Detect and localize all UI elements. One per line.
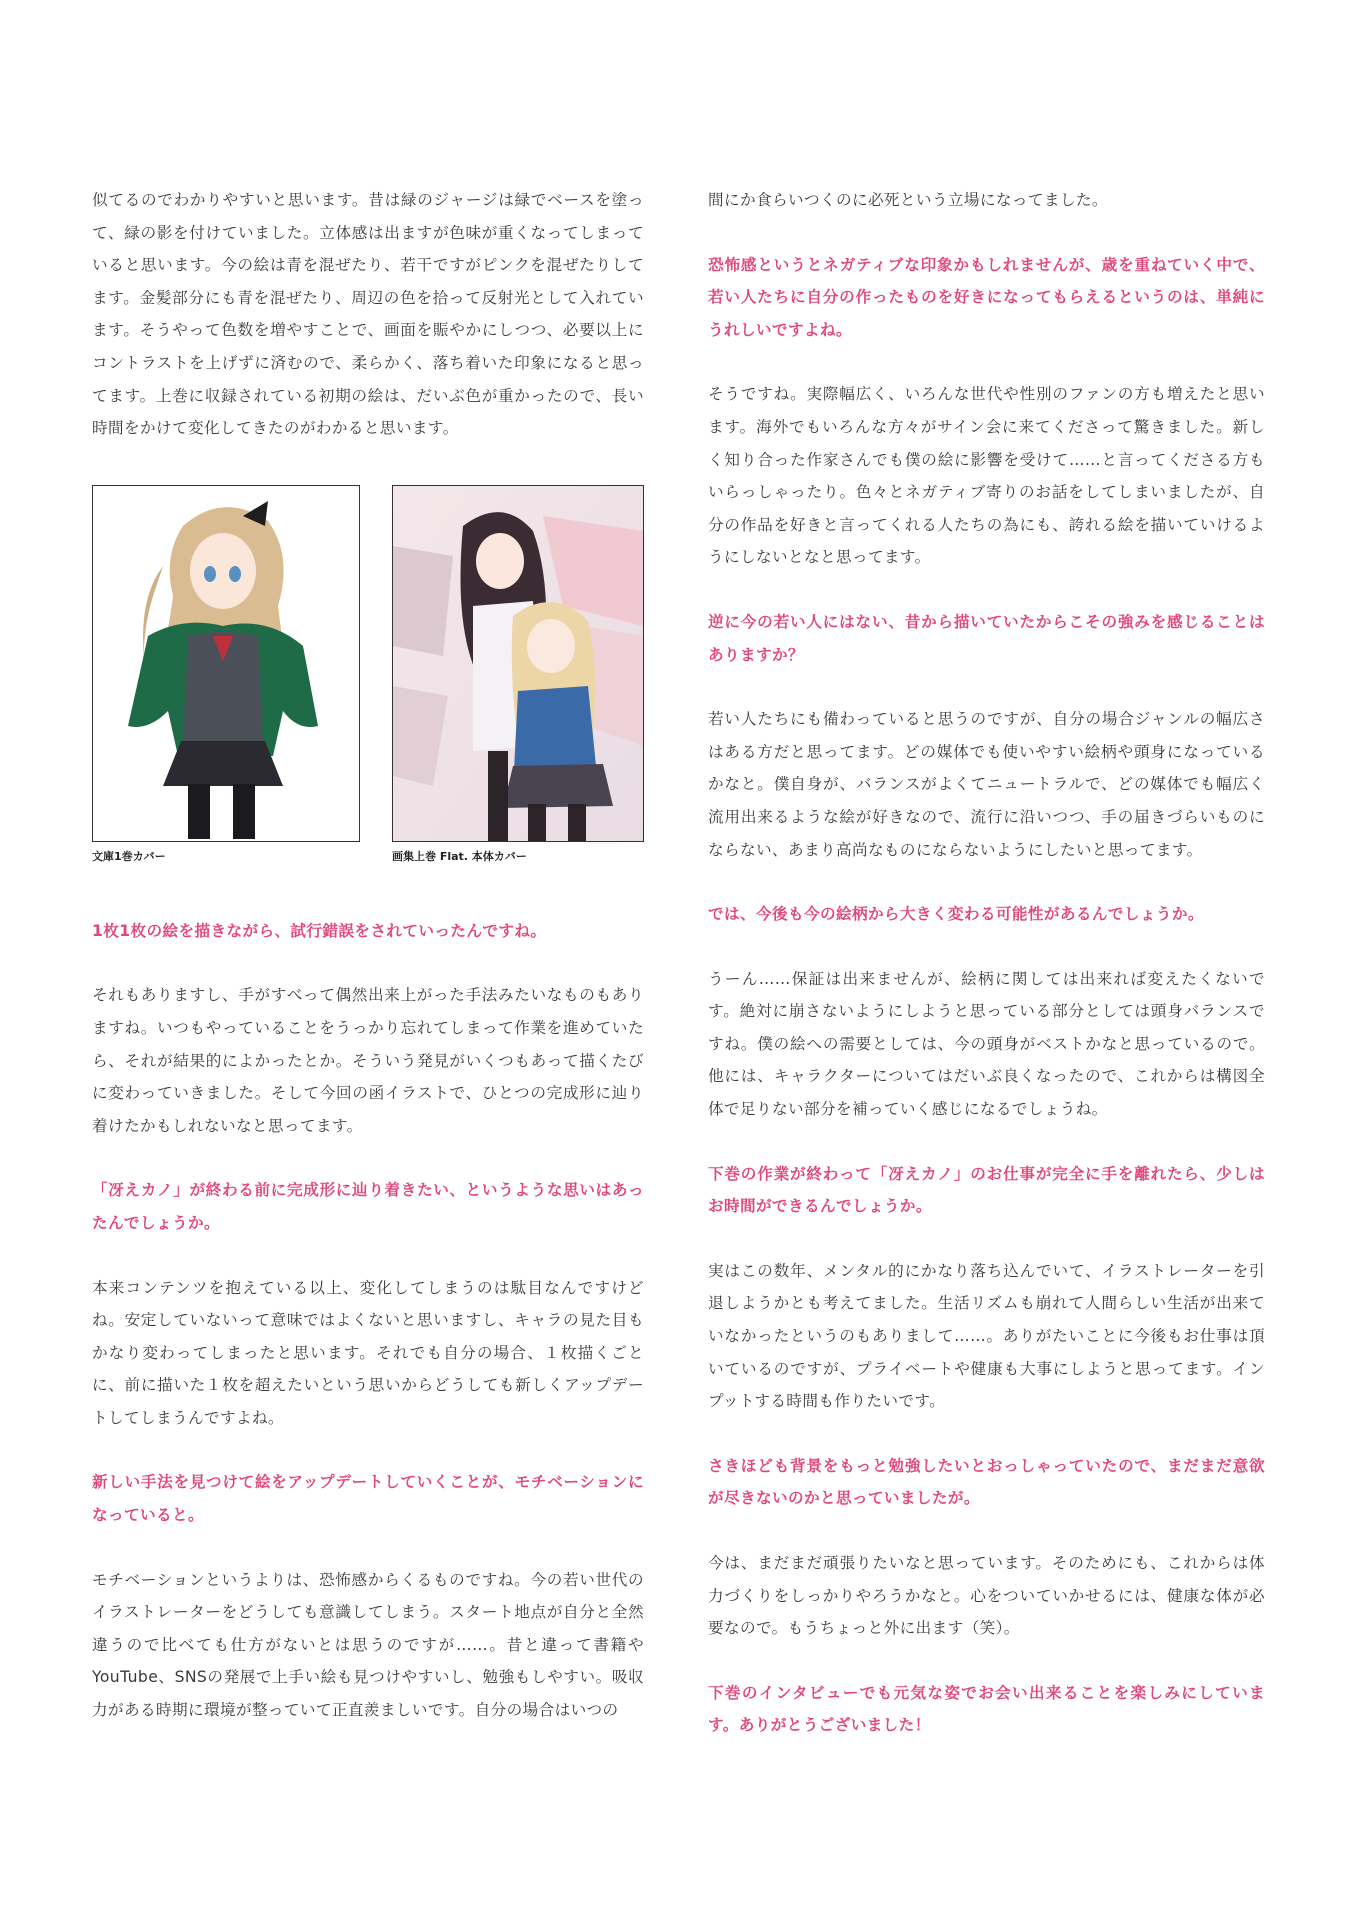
left-column [92, 184, 644, 1727]
right-column [708, 184, 1265, 1742]
figure-bunko-cover [92, 485, 360, 864]
figure-row [92, 485, 644, 885]
question-paragraph: 下巻の作業が終わって「冴えカノ」のお仕事が完全に手を離れたら、少しはお時間ができるんでしょうか。 [708, 1164, 1265, 1216]
question-paragraph: 1枚1枚の絵を描きながら、試行錯誤をされていったんですね。 [92, 921, 547, 940]
artbook-cover-illustration [392, 485, 644, 842]
answer-paragraph: うーん……保証は出来ませんが、絵柄に関しては出来れば変えたくないです。絶対に崩さないようにしようと思っている部分としては頭身バランスですね。僕の絵への需要としては、今の頭身がベストかなと思っているので。他には、キャラクターについてはだいぶ良くなったので、これからは構図全体で足りない部分を補っていく感じになるでしょうね。 [708, 969, 1265, 1119]
question-paragraph: 下巻のインタビューでも元気な姿でお会い出来ることを楽しみにしています。ありがとうございました！ [708, 1683, 1265, 1735]
question-paragraph: 恐怖感というとネガティブな印象かもしれませんが、歳を重ねていく中で、若い人たちに自分の作ったものを好きになってもらえるというのは、単純にうれしいですよね。 [708, 255, 1265, 339]
answer-paragraph: 似てるのでわかりやすいと思います。昔は緑のジャージは緑でベースを塗って、緑の影を付けていました。立体感は出ますが色味が重くなってしまっていると思います。今の絵は青を混ぜたり、若干ですがピンクを混ぜたりしてます。金髪部分にも青を混ぜたり、周辺の色を拾って反射光として入れています。そうやって色数を増やすことで、画面を賑やかにしつつ、必要以上にコントラストを上げずに済むので、柔らかく、落ち着いた印象になると思ってます。上巻に収録されている初期の絵は、だいぶ色が重かったので、長い時間をかけて変化してきたのがわかると思います。 [92, 191, 644, 438]
answer-paragraph: そうですね。実際幅広く、いろんな世代や性別のファンの方も増えたと思います。海外でもいろんな方々がサイン会に来てくださって驚きました。新しく知り合った作家さんでも僕の絵に影響を受けて……と言ってくださる方もいらっしゃったり。色々とネガティブ寄りのお話をしてしまいましたが、自分の作品を好きと言ってくれる人たちの為にも、誇れる絵を描いていけるようにしないとなと思ってます。 [708, 385, 1265, 567]
answer-paragraph: 若い人たちにも備わっていると思うのですが、自分の場合ジャンルの幅広さはある方だと思ってます。どの媒体でも使いやすい絵柄や頭身になっているかなと。僕自身が、バランスがよくてニュートラルで、どの媒体でも幅広く流用出来るような絵が好きなので、流行に沿いつつ、手の届きづらいものにならない、あまり高尚なものにならないようにしたいと思ってます。 [708, 710, 1265, 859]
answer-paragraph: 間にか食らいつくのに必死という立場になってました。 [708, 191, 1108, 209]
answer-paragraph: それもありますし、手がすべって偶然出来上がった手法みたいなものもありますね。いつもやっていることをうっかり忘れてしまって作業を進めていたら、それが結果的によかったとか。そういう発見がいくつもあって描くたびに変わっていきました。そして今回の函イラストで、ひとつの完成形に辿り着けたかもしれないなと思ってます。 [92, 986, 644, 1135]
answer-paragraph: 本来コンテンツを抱えている以上、変化してしまうのは駄目なんですけどね。安定していないって意味ではよくないと思いますし、キャラの見た目もかなり変わってしまったと思います。それでも自分の場合、１枚描くごとに、前に描いた１枚を超えたいという思いからどうしても新しくアップデートしてしまうんですよね。 [92, 1278, 644, 1427]
answer-paragraph: モチベーションというよりは、恐怖感からくるものですね。今の若い世代のイラストレーターをどうしても意識してしまう。スタート地点が自分と全然違うので比べても仕方がないとは思うのですが……。昔と違って書籍やYouTube、SNSの発展で上手い絵も見つけやすいし、勉強もしやすい。吸収力がある時期に環境が整っていて正直羨ましいです。自分の場合はいつの [92, 1570, 644, 1720]
bunko-cover-illustration [92, 485, 360, 842]
figure-caption: 文庫1巻カバー [92, 849, 166, 863]
question-paragraph: 新しい手法を見つけて絵をアップデートしていくことが、モチベーションになっていると。 [92, 1473, 644, 1525]
question-paragraph: 「冴えカノ」が終わる前に完成形に辿り着きたい、というような思いはあったんでしょうか。 [92, 1181, 644, 1232]
answer-paragraph: 今は、まだまだ頑張りたいなと思っています。そのためにも、これからは体力づくりをしっかりやろうかなと。心をついていかせるには、健康な体が必要なので。もうちょっと外に出ます（笑）。 [708, 1554, 1265, 1638]
question-paragraph: では、今後も今の絵柄から大きく変わる可能性があるんでしょうか。 [708, 905, 1204, 924]
figure-artbook-cover [392, 485, 644, 864]
question-paragraph: さきほども背景をもっと勉強したいとおっしゃっていたので、まだまだ意欲が尽きないのかと思っていましたが。 [708, 1456, 1265, 1508]
figure-caption: 画集上巻 Flat. 本体カバー [392, 849, 527, 863]
question-paragraph: 逆に今の若い人にはない、昔から描いていたからこその強みを感じることはありますか？ [708, 612, 1265, 664]
answer-paragraph: 実はこの数年、メンタル的にかなり落ち込んでいて、イラストレーターを引退しようかとも考えてました。生活リズムも崩れて人間らしい生活が出来ていなかったというのもありまして……。ありがたいことに今後もお仕事は頂いているのですが、プライベートや健康も大事にしようと思ってます。インプットする時間も作りたいです。 [708, 1261, 1265, 1411]
